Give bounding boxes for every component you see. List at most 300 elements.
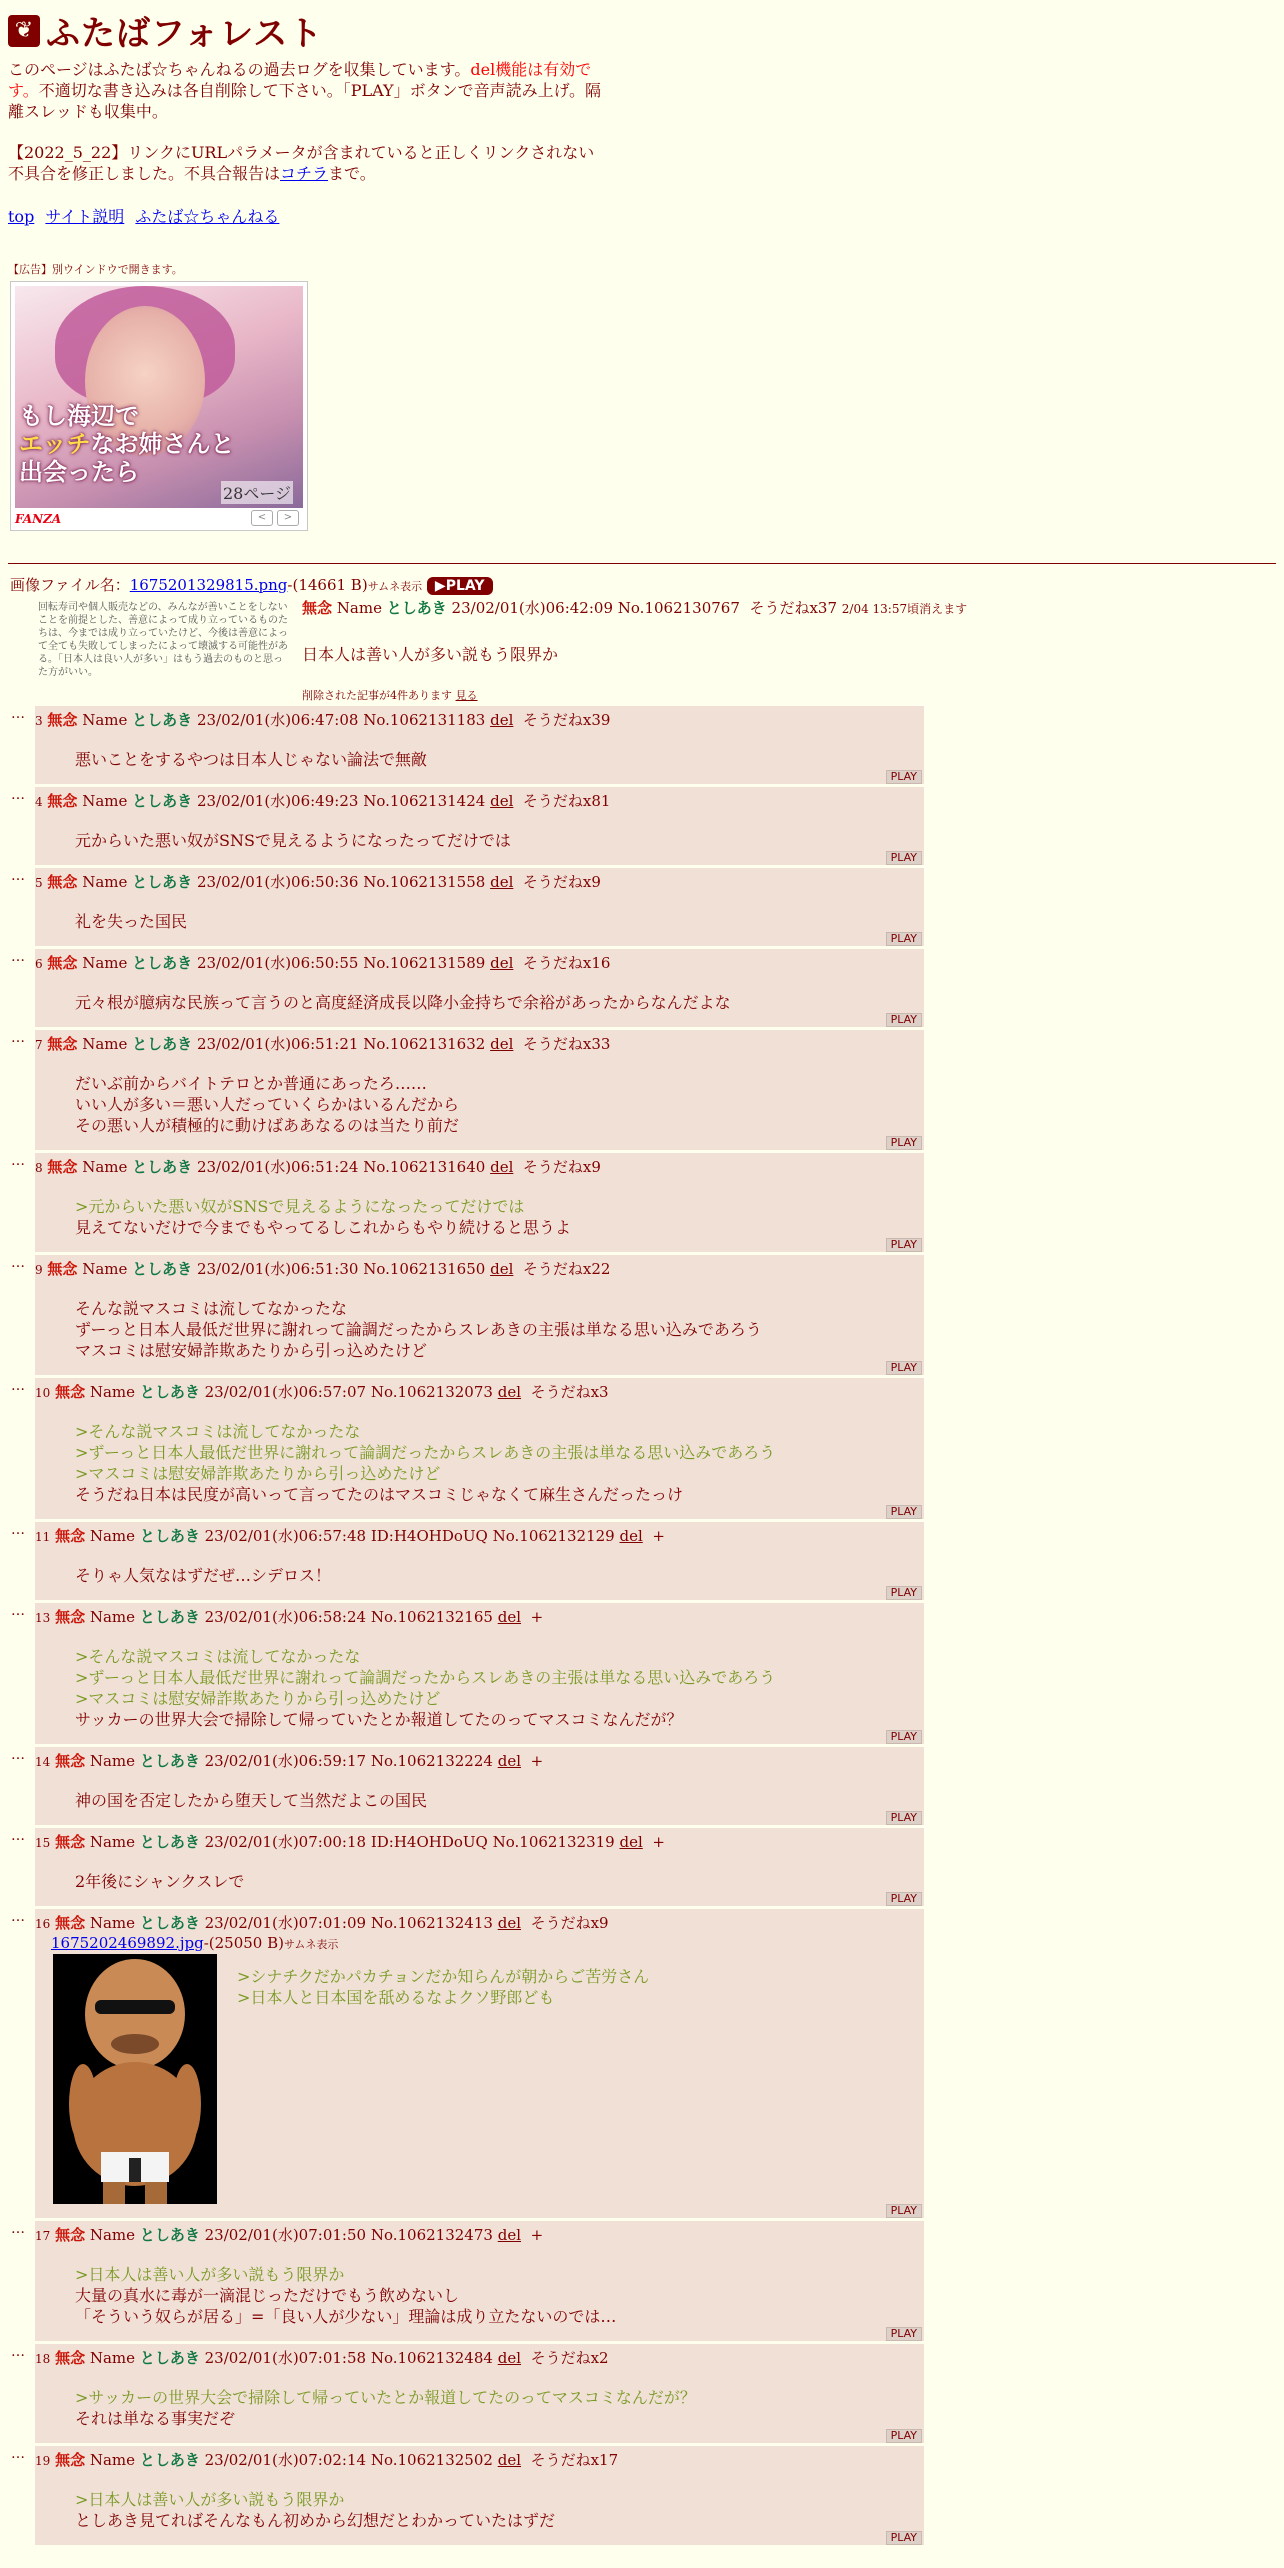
text-line: 神の国を否定したから堕天して当然だよこの国民 <box>75 1791 428 1810</box>
reply-menu-icon[interactable]: … <box>11 1909 25 1925</box>
reply-name: としあき <box>139 1833 200 1851</box>
reply-11 <box>35 1522 924 1600</box>
quote-line: >日本人は善い人が多い説もう限界か <box>75 2265 345 2284</box>
reply-name: としあき <box>132 792 193 810</box>
reply-name: としあき <box>139 2451 200 2469</box>
op-file-link[interactable]: 1675201329815.png <box>129 576 288 594</box>
reply-row <box>8 949 1276 1027</box>
reply-play-button[interactable]: PLAY <box>886 1361 922 1375</box>
reply-10 <box>35 1378 924 1519</box>
reply-play-button[interactable]: PLAY <box>886 851 922 865</box>
deleted-notice <box>302 687 967 703</box>
quote-line: >ずーっと日本人最低だ世界に謝れって論調だったからスレあきの主張は単なる思い込みであろう <box>75 1443 776 1462</box>
reply-name: としあき <box>132 1035 193 1053</box>
reply-row <box>8 1522 1276 1600</box>
reply-name: としあき <box>139 1752 200 1770</box>
reply-meta <box>35 791 924 812</box>
quote-line: >日本人と日本国を舐めるなよクソ野郎ども <box>237 1988 555 2007</box>
quote-line: >マスコミは慰安婦詐欺あたりから引っ込めたけど <box>75 1689 441 1708</box>
reply-meta <box>35 1607 924 1628</box>
text-line: 「そういう奴らが居る」=「良い人が少ない」理論は成り立たないのでは… <box>75 2307 617 2326</box>
reply-meta <box>35 1526 924 1547</box>
reply-meta <box>35 1751 924 1772</box>
reply-index: 5 <box>35 876 43 890</box>
text-line: 悪いことをするやつは日本人じゃない論法で無敵 <box>75 750 428 769</box>
intro-text-1: このページはふたば☆ちゃんねるの過去ログを収集しています。 <box>8 60 471 79</box>
reply-number: No.1062131424 <box>363 792 486 810</box>
reply-row <box>8 1603 1276 1744</box>
reply-sodane-button[interactable]: そうだねx16 <box>522 954 611 972</box>
reply-number: ID:H4OHDoUQ No.1062132319 <box>370 1833 615 1851</box>
reply-play-button[interactable]: PLAY <box>886 1586 922 1600</box>
reply-name: としあき <box>132 711 193 729</box>
text-line: そうだね日本は民度が高いって言ってたのはマスコミじゃなくて麻生さんだったっけ <box>75 1485 684 1504</box>
ad-banner[interactable] <box>10 281 308 531</box>
reply-index: 19 <box>35 2454 51 2468</box>
site-title: ふたばフォレスト <box>46 14 324 54</box>
op-name-label: Name <box>336 599 382 617</box>
reply-8 <box>35 1153 924 1252</box>
reply-row <box>8 1909 1276 2218</box>
op-body <box>302 597 967 703</box>
reply-play-button[interactable]: PLAY <box>886 1730 922 1744</box>
reply-date: 23/02/01(水)06:51:24 <box>196 1158 359 1176</box>
reply-row <box>8 1828 1276 1906</box>
reply-menu-icon[interactable]: … <box>11 1030 25 1046</box>
reply-sodane-button[interactable]: そうだねx22 <box>522 1260 611 1278</box>
op-file-info <box>10 574 1276 595</box>
reply-name: としあき <box>132 1158 193 1176</box>
reply-sodane-button[interactable]: そうだねx33 <box>522 1035 611 1053</box>
reply-text <box>75 1871 924 1892</box>
reply-name-label: Name <box>89 1833 136 1851</box>
reply-name-label: Name <box>89 2349 136 2367</box>
reply-index: 7 <box>35 1038 43 1052</box>
reply-number: No.1062132224 <box>370 1752 493 1770</box>
reply-meta <box>35 1832 924 1853</box>
reply-index: 3 <box>35 714 43 728</box>
reply-del-link[interactable]: del <box>490 711 514 729</box>
reply-subject: 無念 <box>47 954 78 972</box>
reply-3 <box>35 706 924 784</box>
reply-subject: 無念 <box>55 1383 86 1401</box>
text-line: そんな説マスコミは流してなかったな <box>75 1299 348 1318</box>
reply-menu-icon[interactable]: … <box>11 1255 25 1271</box>
reply-subject: 無念 <box>55 1914 86 1932</box>
reply-play-button[interactable]: PLAY <box>886 1238 922 1252</box>
reply-play-button[interactable]: PLAY <box>886 1013 922 1027</box>
quote-line: >そんな説マスコミは流してなかったな <box>75 1647 361 1666</box>
reply-text <box>75 1196 924 1238</box>
reply-16 <box>35 1909 924 2218</box>
reply-number: ID:H4OHDoUQ No.1062132129 <box>370 1527 615 1545</box>
text-line: それは単なる事実だぞ <box>75 2409 236 2428</box>
reply-index: 8 <box>35 1161 43 1175</box>
reply-name-label: Name <box>89 1383 136 1401</box>
reply-name-label: Name <box>89 1914 136 1932</box>
reply-sodane-button[interactable]: そうだねx3 <box>530 1383 609 1401</box>
reply-del-link[interactable]: del <box>497 2451 522 2469</box>
reply-subject: 無念 <box>47 1158 78 1176</box>
op-thumbnail[interactable]: 回転寿司や個人販売などの、みんなが善いことをしないことを前提とした、善意によって成り立っているものたちは、今までは成り立っていたけど、今後は善意によって全ても失敗してしまったによって壊滅する可能性がある。「日本人は良い人が多い」はもう過去のものと思った方がいい。 <box>38 602 288 678</box>
text-line: 元からいた悪い奴がSNSで見えるようになったってだけでは <box>75 831 511 850</box>
reply-date: 23/02/01(水)06:58:24 <box>204 1608 367 1626</box>
reply-subject: 無念 <box>47 1035 78 1053</box>
reply-menu-icon[interactable]: … <box>11 1747 25 1763</box>
replies-list-2 <box>8 2221 1276 2545</box>
reply-index: 17 <box>35 2229 51 2243</box>
reply-meta <box>35 872 924 893</box>
reply-row <box>8 706 1276 784</box>
op-thumb-label: サムネ表示 <box>367 580 423 593</box>
reply-image-row <box>53 1952 924 2204</box>
reply-number: No.1062132413 <box>370 1914 493 1932</box>
reply-row <box>8 2221 1276 2341</box>
reply-text <box>75 1565 924 1586</box>
reply-subject: 無念 <box>55 1833 86 1851</box>
reply-name: としあき <box>139 1383 200 1401</box>
reply-del-link[interactable]: del <box>490 1260 514 1278</box>
text-line: だいぶ前からバイトテロとか普通にあったろ…… <box>75 1074 427 1093</box>
ad-caption-line-1: もし海辺で <box>19 401 139 430</box>
reply-name-label: Name <box>82 873 128 891</box>
reply-menu-icon[interactable]: … <box>11 2221 25 2237</box>
reply-file-size: -(25050 B) <box>203 1934 284 1952</box>
reply-sodane-button[interactable]: そうだねx2 <box>530 2349 609 2367</box>
op-play-button[interactable] <box>427 577 493 595</box>
reply-name-label: Name <box>82 1035 128 1053</box>
reply-number: No.1062132073 <box>370 1383 493 1401</box>
reply-subject: 無念 <box>47 792 78 810</box>
play-icon: ▶ <box>434 578 446 594</box>
reply-number: No.1062132473 <box>370 2226 493 2244</box>
reply-row <box>8 1378 1276 1519</box>
reply-menu-icon[interactable]: … <box>11 2344 25 2360</box>
reply-index: 11 <box>35 1530 51 1544</box>
reply-text <box>75 1790 924 1811</box>
text-line: 2年後にシャンクスレで <box>75 1872 245 1891</box>
reply-date: 23/02/01(水)07:02:14 <box>204 2451 367 2469</box>
text-line: サッカーの世界大会で掃除して帰っていたとか報道してたのってマスコミなんだが？ <box>75 1710 683 1729</box>
reply-number: No.1062132165 <box>370 1608 493 1626</box>
reply-row <box>8 787 1276 865</box>
reply-name-label: Name <box>89 2226 136 2244</box>
ad-image[interactable] <box>15 286 303 508</box>
reply-subject: 無念 <box>55 1608 86 1626</box>
reply-sodane-button[interactable]: + <box>530 2226 544 2244</box>
reply-play-button[interactable]: PLAY <box>886 1505 922 1519</box>
reply-name-label: Name <box>82 954 128 972</box>
reply-number: No.1062131632 <box>363 1035 486 1053</box>
reply-13 <box>35 1603 924 1744</box>
reply-meta <box>35 1259 924 1280</box>
ad-caption-highlight: エッチ <box>19 429 91 458</box>
reply-date: 23/02/01(水)06:49:23 <box>196 792 359 810</box>
reply-menu-icon[interactable]: … <box>11 1603 25 1619</box>
quote-line: >サッカーの世界大会で掃除して帰っていたとか報道してたのってマスコミなんだが？ <box>75 2388 696 2407</box>
reply-19 <box>35 2446 924 2545</box>
reply-play-button[interactable]: PLAY <box>886 2531 922 2545</box>
reply-name: としあき <box>132 1260 193 1278</box>
reply-play-button[interactable]: PLAY <box>886 770 922 784</box>
reply-menu-icon[interactable]: … <box>11 1153 25 1169</box>
op-number: No.1062130767 <box>617 599 740 617</box>
text-line: いい人が多い＝悪い人だっていくらかはいるんだから <box>75 1095 460 1114</box>
reply-date: 23/02/01(水)06:57:48 <box>204 1527 367 1545</box>
reply-del-link[interactable]: del <box>497 1608 522 1626</box>
ad-caption-line-3: 出会ったら <box>19 457 139 486</box>
site-intro <box>8 59 608 122</box>
reply-text <box>75 992 924 1013</box>
reply-del-link[interactable]: del <box>497 2349 522 2367</box>
op-play-label: PLAY <box>445 578 485 594</box>
nav-links <box>8 204 1276 227</box>
reply-14 <box>35 1747 924 1825</box>
text-line: マスコミは慰安婦詐欺あたりから引っ込めたけど <box>75 1341 428 1360</box>
reply-name: としあき <box>139 1914 200 1932</box>
reply-index: 4 <box>35 795 43 809</box>
reply-del-link[interactable]: del <box>490 873 514 891</box>
site-header <box>8 6 1276 55</box>
reply-text <box>75 2387 924 2429</box>
text-line: としあき見てればそんなもん初めから幻想だとわかっていたはずだ <box>75 2511 556 2530</box>
reply-name-label: Name <box>82 792 128 810</box>
quote-line: >ずーっと日本人最低だ世界に謝れって論調だったからスレあきの主張は単なる思い込みであろう <box>75 1668 776 1687</box>
reply-date: 23/02/01(水)07:01:50 <box>204 2226 367 2244</box>
reply-row <box>8 1030 1276 1150</box>
op-post <box>8 597 1276 703</box>
bug-report-link[interactable]: コチラ <box>280 164 329 183</box>
reply-text <box>75 830 924 851</box>
reply-del-link[interactable]: del <box>490 1158 514 1176</box>
reply-index: 14 <box>35 1755 51 1769</box>
deleted-view-link[interactable]: 見る <box>455 689 478 702</box>
reply-sodane-button[interactable]: + <box>652 1833 665 1851</box>
reply-text <box>75 2264 924 2327</box>
quote-line: >マスコミは慰安婦詐欺あたりから引っ込めたけど <box>75 1464 441 1483</box>
reply-name-label: Name <box>89 1752 136 1770</box>
reply-file-info <box>51 1934 924 1952</box>
reply-text <box>75 1298 924 1361</box>
reply-number: No.1062132484 <box>370 2349 493 2367</box>
reply-del-link[interactable]: del <box>490 954 514 972</box>
intro-del-notice: del機能は有効です。 <box>8 60 592 100</box>
reply-index: 6 <box>35 957 43 971</box>
reply-del-link[interactable]: del <box>497 1914 522 1932</box>
reply-meta <box>35 710 924 731</box>
notice-text-2: まで。 <box>328 164 376 183</box>
op-subject: 無念 <box>302 599 333 617</box>
reply-sodane-button[interactable]: そうだねx17 <box>530 2451 619 2469</box>
reply-row <box>8 2344 1276 2443</box>
notice-text-1: 【2022_5_22】リンクにURLパラメータが含まれていると正しくリンクされない不具合を修正しました。不具合報告は <box>8 143 595 183</box>
reply-subject: 無念 <box>47 873 78 891</box>
reply-number: No.1062131183 <box>363 711 486 729</box>
reply-date: 23/02/01(水)07:00:18 <box>204 1833 367 1851</box>
reply-number: No.1062131558 <box>363 873 486 891</box>
text-line: 礼を失った国民 <box>75 912 188 931</box>
text-line: 見えてないだけで今までもやってるしこれからもやり続けると思うよ <box>75 1218 572 1237</box>
ad-label: 【広告】別ウインドウで開きます。 <box>8 263 183 276</box>
reply-name-label: Name <box>82 1260 128 1278</box>
reply-meta <box>35 2450 924 2471</box>
reply-meta <box>35 2348 924 2369</box>
op-sodane-button[interactable]: そうだねx37 <box>749 599 837 617</box>
reply-date: 23/02/01(水)06:57:07 <box>204 1383 367 1401</box>
reply-menu-icon[interactable]: … <box>11 2446 25 2462</box>
nav-top-link[interactable]: top <box>8 207 35 226</box>
reply-meta <box>35 1382 924 1403</box>
reply-name: としあき <box>132 954 193 972</box>
ad-page-count: 28ページ <box>221 481 293 504</box>
reply-name-label: Name <box>82 1158 128 1176</box>
reply-name: としあき <box>132 873 193 891</box>
reply-sodane-button[interactable]: そうだねx9 <box>530 1914 609 1932</box>
reply-row <box>8 1747 1276 1825</box>
leaf-logo-icon: ❦ <box>8 15 40 47</box>
reply-play-button[interactable]: PLAY <box>886 2429 922 2443</box>
nav-about-link[interactable]: サイト説明 <box>45 207 125 226</box>
op-file-size: -(14661 B) <box>287 576 368 594</box>
ad-caption-line-2: なお姉さんと <box>90 429 235 458</box>
reply-menu-icon[interactable]: … <box>11 787 25 803</box>
reply-name-label: Name <box>89 1527 136 1545</box>
reply-file-link[interactable]: 1675202469892.jpg <box>51 1934 204 1952</box>
ad-footer <box>15 510 303 528</box>
reply-subject: 無念 <box>55 1752 86 1770</box>
reply-menu-icon[interactable]: … <box>11 1522 25 1538</box>
op-name: としあき <box>386 599 447 617</box>
reply-index: 15 <box>35 1836 51 1850</box>
op-file-label: 画像ファイル名： <box>10 576 130 594</box>
reply-subject: 無念 <box>47 1260 78 1278</box>
reply-del-link[interactable]: del <box>490 1035 514 1053</box>
reply-sodane-button[interactable]: そうだねx9 <box>522 873 601 891</box>
reply-play-button[interactable]: PLAY <box>886 932 922 946</box>
reply-6 <box>35 949 924 1027</box>
op-text: 日本人は善い人が多い説もう限界か <box>302 645 559 664</box>
reply-date: 23/02/01(水)06:50:55 <box>196 954 359 972</box>
nav-futaba-link[interactable]: ふたば☆ちゃんねる <box>135 207 280 226</box>
replies-list <box>8 706 1276 1906</box>
reply-row <box>8 1153 1276 1252</box>
reply-sodane-button[interactable]: そうだねx9 <box>522 1158 601 1176</box>
reply-15 <box>35 1828 924 1906</box>
reply-sodane-button[interactable]: + <box>652 1527 665 1545</box>
intro-text-2: 不適切な書き込みは各自削除して下さい。「PLAY」ボタンで音声読み上げ。隔離スレッドも収集中。 <box>8 81 601 121</box>
reply-del-link[interactable]: del <box>497 1752 522 1770</box>
reply-subject: 無念 <box>55 2451 86 2469</box>
reply-menu-icon[interactable]: … <box>11 1378 25 1394</box>
reply-text <box>75 1073 924 1136</box>
reply-del-link[interactable]: del <box>497 1383 522 1401</box>
reply-menu-icon[interactable]: … <box>11 1828 25 1844</box>
reply-number: No.1062131650 <box>363 1260 486 1278</box>
reply-5 <box>35 868 924 946</box>
reply-row <box>8 1255 1276 1375</box>
bald-man-figure-icon <box>53 1954 217 2204</box>
quote-line: >日本人は善い人が多い説もう限界か <box>75 2490 345 2509</box>
reply-thumbnail[interactable] <box>53 1954 217 2204</box>
op-expire: 2/04 13:57頃消えます <box>841 602 968 616</box>
reply-name-label: Name <box>89 1608 136 1626</box>
reply-17 <box>35 2221 924 2341</box>
reply-text <box>75 1646 924 1730</box>
reply-subject: 無念 <box>55 2349 86 2367</box>
reply-meta <box>35 1157 924 1178</box>
reply-date: 23/02/01(水)07:01:09 <box>204 1914 367 1932</box>
reply-sodane-button[interactable]: そうだねx81 <box>522 792 611 810</box>
reply-date: 23/02/01(水)06:51:30 <box>196 1260 359 1278</box>
reply-row <box>8 868 1276 946</box>
reply-del-link[interactable]: del <box>619 1833 643 1851</box>
reply-meta <box>35 1034 924 1055</box>
reply-menu-icon[interactable]: … <box>11 706 25 722</box>
update-notice <box>8 142 608 184</box>
reply-number: No.1062131640 <box>363 1158 486 1176</box>
reply-date: 23/02/01(水)07:01:58 <box>204 2349 367 2367</box>
reply-name: としあき <box>139 1527 200 1545</box>
fanza-logo: FANZA <box>15 512 62 526</box>
reply-menu-icon[interactable]: … <box>11 868 25 884</box>
reply-play-button[interactable]: PLAY <box>886 1136 922 1150</box>
reply-index: 10 <box>35 1386 51 1400</box>
reply-text <box>75 911 924 932</box>
reply-subject: 無念 <box>55 1527 86 1545</box>
reply-text <box>237 1966 649 2204</box>
reply-sodane-button[interactable]: + <box>530 1608 544 1626</box>
ad-next-button[interactable]: > <box>277 510 299 526</box>
text-line: 元々根が臆病な民族って言うのと高度経済成長以降小金持ちで余裕があったからなんだよな <box>75 993 731 1012</box>
reply-play-button[interactable]: PLAY <box>886 1811 922 1825</box>
quote-line: >元からいた悪い奴がSNSで見えるようになったってだけでは <box>75 1197 525 1216</box>
reply-name: としあき <box>139 1608 200 1626</box>
reply-name-label: Name <box>89 2451 136 2469</box>
ad-prev-button[interactable]: < <box>251 510 273 526</box>
ad-caption <box>19 402 235 486</box>
quote-line: >シナチクだかパカチョンだか知らんが朝からご苦労さん <box>237 1967 650 1986</box>
reply-date: 23/02/01(水)06:59:17 <box>204 1752 367 1770</box>
reply-index: 16 <box>35 1917 51 1931</box>
reply-name: としあき <box>139 2226 200 2244</box>
reply-index: 18 <box>35 2352 51 2366</box>
reply-text <box>75 749 924 770</box>
op-date: 23/02/01(水)06:42:09 <box>451 599 613 617</box>
reply-sodane-button[interactable]: そうだねx39 <box>522 711 611 729</box>
text-line: ずーっと日本人最低だ世界に謝れって論調だったからスレあきの主張は単なる思い込みであろう <box>75 1320 762 1339</box>
reply-play-button[interactable]: PLAY <box>886 2204 922 2218</box>
reply-menu-icon[interactable]: … <box>11 949 25 965</box>
reply-del-link[interactable]: del <box>490 792 514 810</box>
quote-line: >そんな説マスコミは流してなかったな <box>75 1422 361 1441</box>
divider <box>8 563 1276 564</box>
deleted-text: 削除された記事が4件あります <box>302 689 452 702</box>
reply-play-button[interactable]: PLAY <box>886 2327 922 2341</box>
reply-7 <box>35 1030 924 1150</box>
reply-text <box>75 1421 924 1505</box>
reply-play-button[interactable]: PLAY <box>886 1892 922 1906</box>
op-meta <box>302 597 967 618</box>
reply-sodane-button[interactable]: + <box>530 1752 544 1770</box>
reply-number: No.1062131589 <box>363 954 486 972</box>
reply-del-link[interactable]: del <box>619 1527 643 1545</box>
reply-del-link[interactable]: del <box>497 2226 522 2244</box>
reply-date: 23/02/01(水)06:50:36 <box>196 873 359 891</box>
reply-number: No.1062132502 <box>370 2451 493 2469</box>
reply-date: 23/02/01(水)06:51:21 <box>196 1035 359 1053</box>
reply-18 <box>35 2344 924 2443</box>
text-line: その悪い人が積極的に動けばああなるのは当たり前だ <box>75 1116 460 1135</box>
